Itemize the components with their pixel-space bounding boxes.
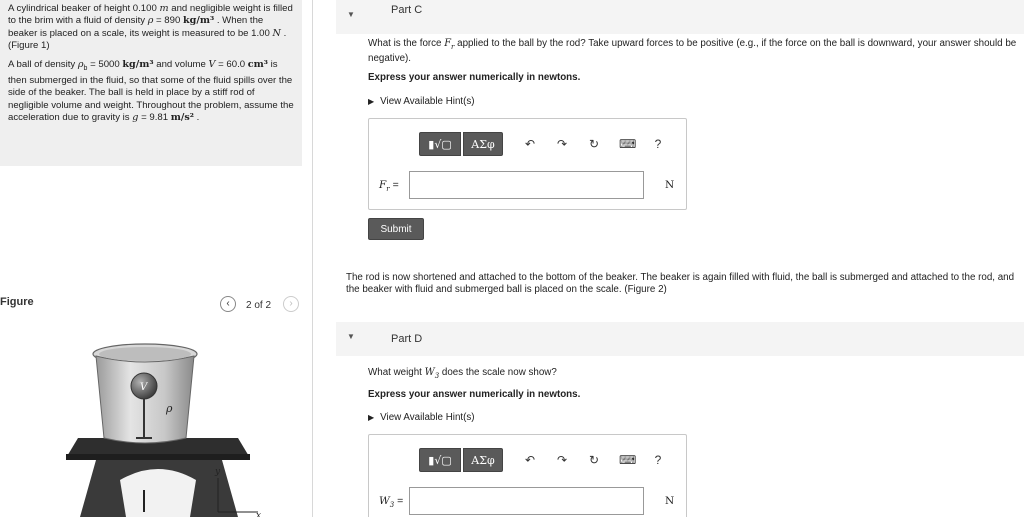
undo-icon[interactable]: ↶ bbox=[524, 137, 536, 151]
part-d-answer-input[interactable] bbox=[409, 487, 644, 515]
figure-prev-button[interactable]: ‹ bbox=[220, 296, 236, 312]
part-d-answer-box bbox=[368, 434, 687, 517]
part-c-header[interactable] bbox=[336, 0, 1024, 34]
figure-next-button[interactable]: › bbox=[283, 296, 299, 312]
help-icon[interactable]: ? bbox=[654, 453, 662, 467]
part-c-hint-toggle[interactable]: ▶ View Available Hint(s) bbox=[368, 96, 475, 107]
submit-button[interactable]: Submit bbox=[368, 218, 424, 240]
symbols-button[interactable]: ΑΣφ bbox=[463, 448, 503, 472]
templates-button[interactable]: ▮√▢ bbox=[419, 132, 461, 156]
redo-icon[interactable]: ↷ bbox=[556, 453, 568, 467]
figure-page-count: 2 of 2 bbox=[246, 300, 272, 311]
scale-dial bbox=[120, 469, 196, 517]
part-c-math-toolbar bbox=[419, 132, 665, 156]
y-axis-label: y bbox=[215, 467, 221, 477]
keyboard-icon[interactable]: ⌨ bbox=[619, 137, 637, 151]
problem-statement bbox=[0, 0, 302, 166]
scale-platform-edge bbox=[66, 454, 250, 460]
problem-paragraph-2: A ball of density $\rho_b = 5000$ kg/m³ and volume V = 60.0 cm³ is then submerged in the fluid, so that some of the fluid spills over the side of the beaker. The ball is held in place by a stiff rod of negligible volume and weight. Throughout the problem, assume the acceleration due to gravity is g = 9.81 m/s² . bbox=[8, 58, 294, 124]
fluid-density-label: ρ bbox=[166, 402, 173, 415]
x-axis-label: x bbox=[256, 511, 262, 517]
triangle-right-icon: ▶ bbox=[368, 97, 375, 106]
help-icon[interactable]: ? bbox=[654, 137, 662, 151]
figure-beaker-illustration bbox=[40, 330, 290, 517]
figure-1-link[interactable]: (Figure 1) bbox=[8, 40, 50, 52]
part-c-answer-box bbox=[368, 118, 687, 210]
chevron-down-icon: ▼ bbox=[347, 332, 355, 341]
triangle-right-icon: ▶ bbox=[368, 413, 375, 422]
answer-panel bbox=[314, 0, 1024, 517]
reset-icon[interactable]: ↻ bbox=[588, 137, 600, 151]
part-d-answer-label: $W_3$ = bbox=[379, 495, 404, 510]
problem-paragraph-1: A cylindrical beaker of height 0.100 m and negligible weight is filled to the brim with a fluid of density ρ = 890 kg/m³ . When the beaker is placed on a scale, its weight is measured to be 1.00 N . (Figure 1) bbox=[8, 3, 293, 52]
templates-button[interactable]: ▮√▢ bbox=[419, 448, 461, 472]
part-d-hint-toggle[interactable]: ▶ View Available Hint(s) bbox=[368, 412, 475, 423]
part-c-unit: N bbox=[665, 179, 675, 191]
chevron-down-icon: ▼ bbox=[347, 10, 355, 19]
figure-2-link[interactable]: (Figure 2) bbox=[624, 284, 667, 296]
part-c-instruction: Express your answer numerically in newtons. bbox=[368, 72, 581, 83]
part-c-answer-label: $F_r$ = bbox=[379, 179, 399, 194]
part-d-header[interactable] bbox=[336, 322, 1024, 356]
part-d-title: Part D bbox=[391, 333, 423, 345]
part-d-math-toolbar bbox=[419, 448, 665, 472]
reset-icon[interactable]: ↻ bbox=[588, 453, 600, 467]
figure-label: Figure bbox=[0, 296, 34, 308]
problem-panel bbox=[0, 0, 313, 517]
part-c-question: What is the force $F_r$ applied to the ball by the rod? Take upward forces to be positive (e.g., if the force on the ball is downward, your answer should be negative). bbox=[368, 38, 1017, 65]
part-c-answer-input[interactable] bbox=[409, 171, 644, 199]
part-d-question: What weight $W_3$ does the scale now show? bbox=[368, 367, 557, 380]
keyboard-icon[interactable]: ⌨ bbox=[619, 453, 637, 467]
undo-icon[interactable]: ↶ bbox=[524, 453, 536, 467]
transition-text: The rod is now shortened and attached to the bottom of the beaker. The beaker is again filled with fluid, the ball is submerged and attached to the rod, and the beaker with fluid and submerged ball is placed on the scale. (Figure 2) bbox=[346, 272, 1015, 296]
redo-icon[interactable]: ↷ bbox=[556, 137, 568, 151]
symbols-button[interactable]: ΑΣφ bbox=[463, 132, 503, 156]
part-d-unit: N bbox=[665, 495, 675, 507]
part-d-instruction: Express your answer numerically in newtons. bbox=[368, 389, 581, 400]
ball-volume-label: V bbox=[140, 382, 148, 393]
fluid-surface bbox=[99, 347, 191, 361]
part-c-title: Part C bbox=[391, 4, 423, 16]
